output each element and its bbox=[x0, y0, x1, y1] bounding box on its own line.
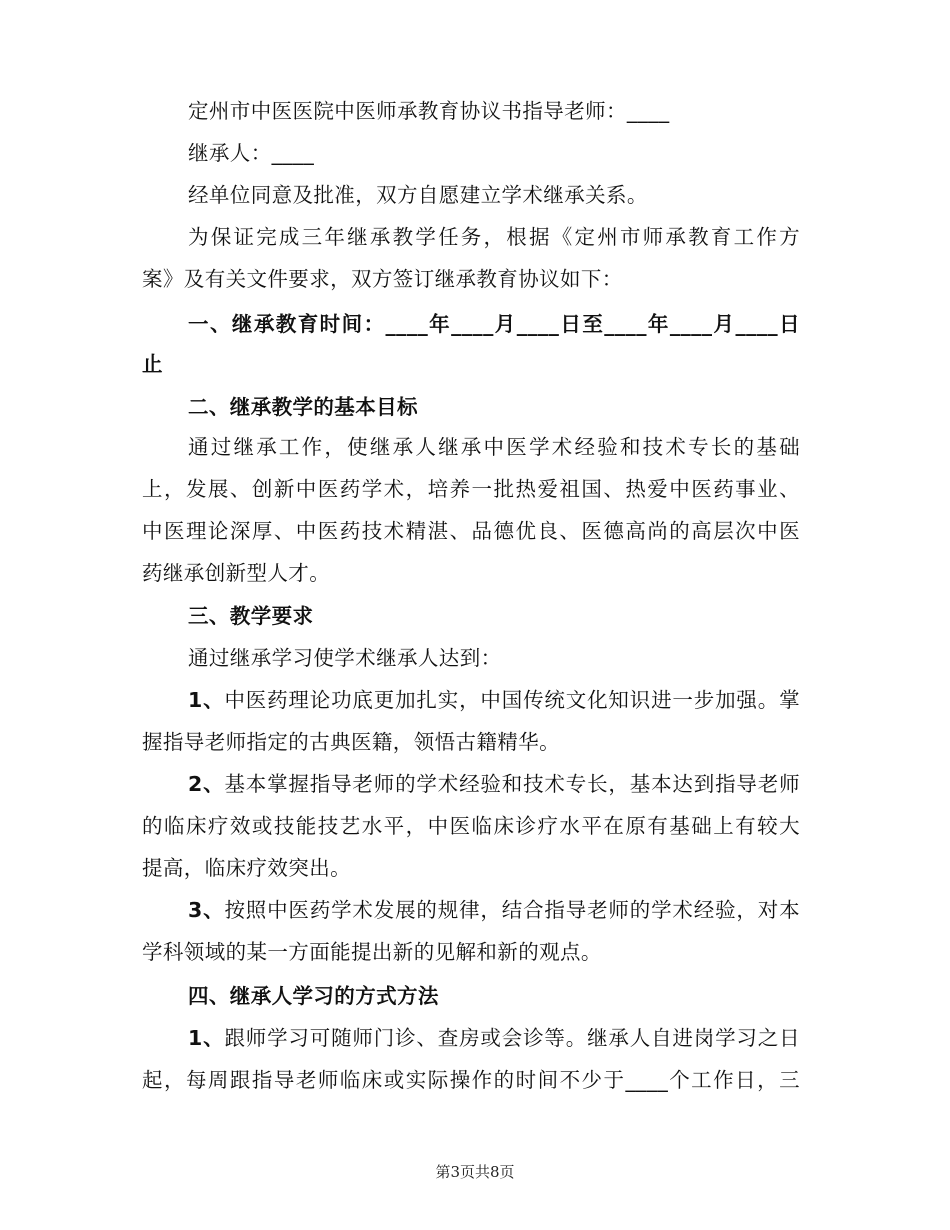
list-text: 中医药理论功底更加扎实，中国传统文化知识进一步加强。掌 bbox=[224, 688, 800, 712]
list-number: 3、 bbox=[188, 898, 225, 922]
paragraph-line: 通过继承学习使学术继承人达到： bbox=[188, 646, 502, 670]
list-number: 2、 bbox=[188, 772, 225, 796]
list-text: 按照中医药学术发展的规律，结合指导老师的学术经验，对本 bbox=[224, 898, 800, 922]
paragraph-line: 的临床疗效或技能技艺水平，中医临床诊疗水平在原有基础上有较大 bbox=[142, 814, 800, 838]
paragraph-line: 经单位同意及批准，双方自愿建立学术继承关系。 bbox=[188, 183, 648, 207]
section-heading-2: 二、继承教学的基本目标 bbox=[188, 395, 418, 419]
section-heading-1-cont: 止 bbox=[142, 352, 163, 376]
paragraph-line: 学科领域的某一方面能提出新的见解和新的观点。 bbox=[142, 940, 602, 964]
list-item bbox=[188, 686, 800, 714]
paragraph-line: 提高，临床疗效突出。 bbox=[142, 856, 351, 880]
paragraph-line: 案》及有关文件要求，双方签订继承教育协议如下： bbox=[142, 267, 623, 291]
section-heading-1: 一、继承教育时间：____年____月____日至____年____月____日 bbox=[188, 312, 800, 336]
paragraph-line: 通过继承工作，使继承人继承中医学术经验和技术专长的基础 bbox=[188, 435, 800, 459]
heir-line: 继承人：____ bbox=[188, 141, 315, 165]
doc-title-line: 定州市中医医院中医师承教育协议书指导老师：____ bbox=[188, 99, 670, 123]
paragraph-line: 中医理论深厚、中医药技术精湛、品德优良、医德高尚的高层次中医 bbox=[142, 519, 800, 543]
list-text: 基本掌握指导老师的学术经验和技术专长，基本达到指导老师 bbox=[224, 772, 800, 796]
section-heading-4: 四、继承人学习的方式方法 bbox=[188, 984, 439, 1008]
list-text: 跟师学习可随师门诊、查房或会诊等。继承人自进岗学习之日 bbox=[224, 1026, 800, 1050]
paragraph-line: 握指导老师指定的古典医籍，领悟古籍精华。 bbox=[142, 730, 560, 754]
list-number: 1、 bbox=[188, 1026, 225, 1050]
list-item bbox=[188, 896, 800, 924]
section-heading-3: 三、教学要求 bbox=[188, 604, 314, 628]
page-footer: 第3页共8页 bbox=[435, 1163, 515, 1181]
list-number: 1、 bbox=[188, 688, 225, 712]
list-item bbox=[188, 770, 800, 798]
paragraph-line: 起，每周跟指导老师临床或实际操作的时间不少于____个工作日，三 bbox=[142, 1068, 800, 1092]
paragraph-line: 药继承创新型人才。 bbox=[142, 561, 331, 585]
list-item bbox=[188, 1024, 800, 1052]
paragraph-line: 为保证完成三年继承教学任务，根据《定州市师承教育工作方 bbox=[188, 225, 800, 249]
paragraph-line: 上，发展、创新中医药学术，培养一批热爱祖国、热爱中医药事业、 bbox=[142, 477, 800, 501]
